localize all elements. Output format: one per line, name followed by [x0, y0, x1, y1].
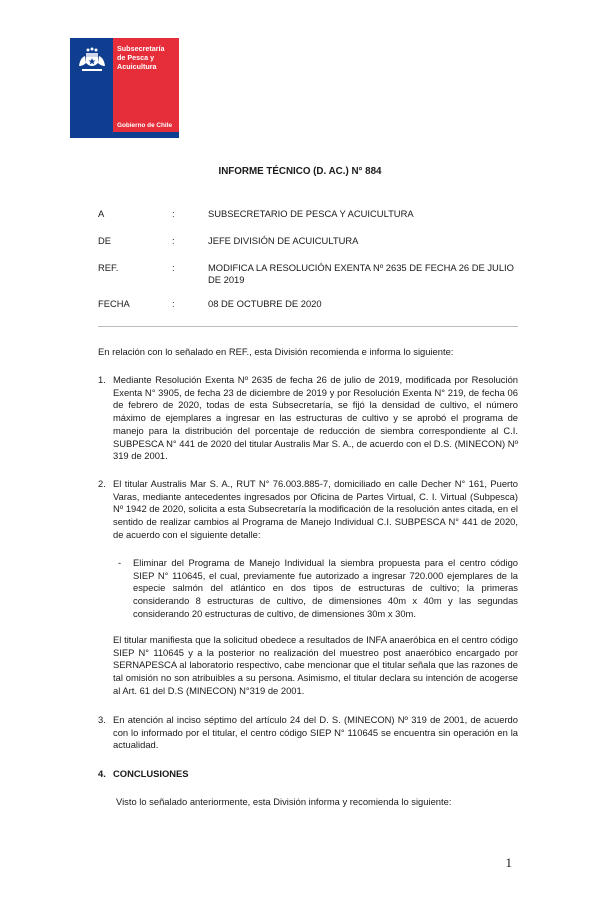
header-key: A	[98, 208, 105, 219]
header-value: 08 DE OCTUBRE DE 2020	[208, 298, 322, 309]
header-key: DE	[98, 235, 112, 246]
subpesca-logo	[70, 38, 179, 138]
header-value: SUBSECRETARIO DE PESCA Y ACUICULTURA	[208, 208, 414, 219]
item-number: 1.	[98, 374, 106, 385]
header-colon: :	[172, 262, 175, 273]
header-key: FECHA	[98, 298, 130, 309]
page-number: 1	[505, 855, 512, 870]
item-1-text: Mediante Resolución Exenta Nº 2635 de fecha 26 de julio de 2019, modificada por Resolución Exenta N° 3905, de fecha 23 de diciembre de 2019 y por Resolución Exenta N° 219, de fecha 06 de febrero de 2020, todas de esta Subsecretaría, se fijó la densidad de cultivo, el número máximo de ejemplares a ingresar en las estructuras de cultivo y se aprobó el programa de manejo para la distribución del porcentaje de reducción de siembra correspondiente al C.I. SUBPESCA N° 441 de 2020 del titular Australis Mar S. A., de acuerdo con el D.S. (MINECON) Nº 319 de 2001.	[113, 374, 518, 462]
section-title-conclusions: CONCLUSIONES	[113, 768, 189, 779]
item-3-text: En atención al inciso séptimo del artículo 24 del D. S. (MINECON) Nº 319 de 2001, de acuerdo con lo informado por el titular, el centro código SIEP N° 110645 se encuentra sin operación en la actualidad.	[113, 714, 518, 751]
item-number: 2.	[98, 478, 106, 489]
header-value: MODIFICA LA RESOLUCIÓN EXENTA Nº 2635 DE FECHA 26 DE JULIO DE 2019	[208, 262, 514, 285]
item-number: 3.	[98, 714, 106, 725]
header-value: JEFE DIVISIÓN DE ACUICULTURA	[208, 235, 359, 246]
logo-bottom-bar	[113, 132, 179, 138]
bullet-mark: -	[118, 557, 122, 568]
item-2-text: El titular Australis Mar S. A., RUT N° 76.003.885-7, domiciliado en calle Decher N° 161, Puerto Varas, mediante antecedentes ingresados por Oficina de Partes Virtual, C. I. Virtual (Subpesca) Nº 1942 de 2020, solicita a esta Subsecretaría la modificación de la resolución antes citada, en el sentido de realizar cambios al Programa de Manejo Individual C.I. SUBPESCA N° 441 de 2020, de acuerdo con el siguiente detalle:	[113, 478, 518, 540]
logo-agency-name: Subsecretaría de Pesca y Acuicultura	[117, 44, 165, 71]
logo-government-name: Gobierno de Chile	[117, 122, 173, 129]
header-colon: :	[172, 208, 175, 219]
header-colon: :	[172, 298, 175, 309]
document-title: INFORME TÉCNICO (D. AC.) N° 884	[218, 166, 382, 177]
titular-statement-paragraph: El titular manifiesta que la solicitud obedece a resultados de INFA anaeróbica en el centro código SIEP N° 110645 y a la posterior no realización del muestreo post anaeróbico encargado por SERNAPESCA al laboratorio respectivo, cabe mencionar que el titular señala que las razones de tal omisión no son atribuibles a su persona. Asimismo, el titular declara su intención de acogerse al Art. 61 del D.S (MINECON) N°319 de 2001.	[113, 634, 518, 696]
intro-paragraph: En relación con lo señalado en REF., esta División recomienda e informa lo siguiente:	[98, 346, 454, 357]
section-number: 4.	[98, 768, 106, 779]
header-key: REF.	[98, 262, 119, 273]
header-divider	[98, 326, 518, 327]
header-colon: :	[172, 235, 175, 246]
conclusion-intro: Visto lo señalado anteriormente, esta División informa y recomienda lo siguiente:	[116, 796, 452, 807]
coat-of-arms-icon	[76, 44, 108, 74]
bullet-text: Eliminar del Programa de Manejo Individual la siembra propuesta para el centro código SIEP N° 110645, el cual, previamente fue autorizado a ingresar 720.000 ejemplares de la especie salmón del atlántico en dos tipos de estructuras de cultivo; la primeras considerando 8 estructuras de cultivo, de dimensiones 40m x 40m y las segundas considerando 20 estructuras de cultivo, de dimensiones 30m x 30m.	[133, 557, 518, 619]
